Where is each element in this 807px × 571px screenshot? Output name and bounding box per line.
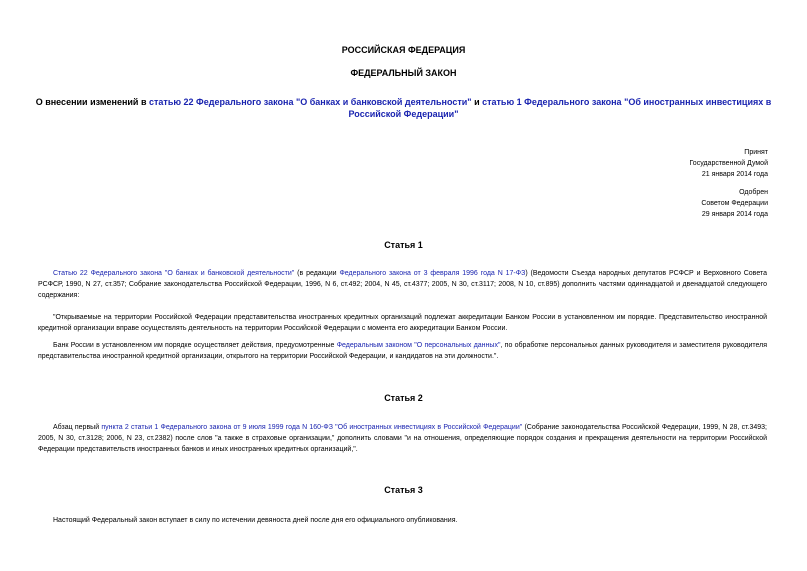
- title-link-article-1[interactable]: статью 1 Федерального закона "Об иностранных инвестициях в Российской Федерации": [348, 97, 772, 119]
- link-foreign-investments-law[interactable]: пункта 2 статьи 1 Федерального закона от 9 июля 1999 года N 160-ФЗ "Об иностранных инвестициях в Российской Федерации": [101, 424, 523, 431]
- article-2-p1-text-1: Абзац первый: [53, 424, 102, 431]
- adopted-line-2: Государственной Думой: [689, 160, 768, 167]
- country-heading: РОССИЙСКАЯ ФЕДЕРАЦИЯ: [341, 45, 466, 55]
- article-1-p1-text-2: ) (Ведомости Съезда народных депутатов РСФСР и Верховного Совета РСФСР, 1990, N 27, ст.357; Собрание законодательства Российской Федерации, 1996, N 6, ст.492; 2004, N 45, ст.4377; 2005, N 30, ст.3117; 2008, N 10, ст.895) дополнить частями одиннадцатой и двенадцатой следующего содержания:: [38, 270, 767, 299]
- link-article-22-banks[interactable]: Статью 22 Федерального закона "О банках и банковской деятельности": [53, 270, 295, 277]
- article-3-paragraph-1: Настоящий Федеральный закон вступает в силу по истечении девяноста дней после дня его официального опубликования.: [53, 517, 458, 524]
- law-title: [30, 96, 777, 120]
- article-1-heading: Статья 1: [384, 240, 423, 250]
- article-3-heading: Статья 3: [384, 485, 423, 495]
- article-1-p1-text-1: (в редакции: [294, 270, 340, 277]
- approved-line-3: 29 января 2014 года: [701, 211, 768, 218]
- article-2-heading: Статья 2: [384, 393, 423, 403]
- title-prefix: О внесении изменений в: [35, 97, 149, 107]
- article-1-paragraph-3: [38, 340, 767, 362]
- title-mid: и: [471, 97, 483, 107]
- article-1-paragraph-2: "Открываемые на территории Российской Федерации представительства иностранных кредитных организаций подлежат аккредитации Банком России в установленном им порядке. Представительство иностранной кредитной организации вправе осуществлять деятельность на территории Российской Федерации с момента его аккредитации Банком России.: [38, 314, 767, 332]
- approved-line-1: Одобрен: [739, 189, 768, 196]
- article-1-paragraph-1: [38, 268, 767, 301]
- article-1-p3-text-1: Банк России в установленном им порядке осуществляет действия, предусмотренные: [53, 342, 337, 349]
- approved-line-2: Советом Федерации: [701, 200, 768, 207]
- article-2-paragraph-1: [38, 422, 767, 455]
- link-federal-law-17fz[interactable]: Федерального закона от 3 февраля 1996 года N 17-ФЗ: [339, 270, 526, 277]
- article-2-p1-text-2: (Собрание законодательства Российской Федерации, 1999, N 28, ст.3493; 2005, N 30, ст.3128; 2006, N 23, ст.2382) после слов "а также в страховые организации," дополнить словами "и на отношения, определяющие порядок создания и прекращения деятельности на территории Российской Федерации представительств иностранных банков и иных иностранных кредитных организаций,".: [38, 424, 767, 453]
- adopted-line-3: 21 января 2014 года: [701, 171, 768, 178]
- adopted-line-1: Принят: [744, 149, 768, 156]
- article-1-p3-text-2: , по обработке персональных данных руководителя и заместителя руководителя представительства иностранной кредитной организации, открытого на территории Российской Федерации, и кандидатов на эти должности.".: [38, 342, 768, 360]
- title-link-article-22[interactable]: статью 22 Федерального закона "О банках и банковской деятельности": [149, 97, 472, 107]
- law-type-heading: ФЕДЕРАЛЬНЫЙ ЗАКОН: [350, 68, 457, 78]
- approved-block: [560, 187, 768, 220]
- adopted-block: [560, 147, 768, 180]
- link-personal-data-law[interactable]: Федеральным законом "О персональных данных": [336, 342, 501, 349]
